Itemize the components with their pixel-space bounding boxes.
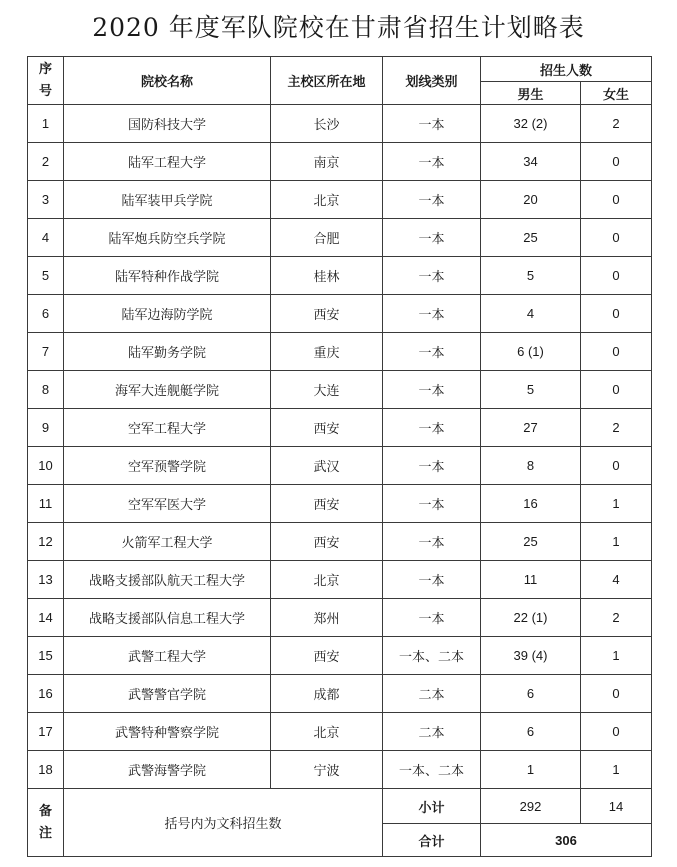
- footer-note: 括号内为文科招生数: [64, 789, 383, 857]
- row-location: 西安: [271, 295, 383, 333]
- table-row: [28, 219, 652, 257]
- row-category: 一本: [383, 257, 481, 295]
- row-male: 1: [481, 751, 581, 789]
- row-male: 4: [481, 295, 581, 333]
- row-school: 陆军工程大学: [64, 143, 271, 181]
- row-location: 北京: [271, 181, 383, 219]
- table-row: [28, 295, 652, 333]
- header-row-top: [28, 57, 652, 82]
- row-index: 8: [28, 371, 64, 409]
- row-school: 陆军勤务学院: [64, 333, 271, 371]
- subtotal-label: 小计: [383, 789, 481, 824]
- row-male: 20: [481, 181, 581, 219]
- row-female: 0: [581, 219, 652, 257]
- row-male: 16: [481, 485, 581, 523]
- row-male: 27: [481, 409, 581, 447]
- row-male: 39 (4): [481, 637, 581, 675]
- row-index: 14: [28, 599, 64, 637]
- row-category: 一本: [383, 143, 481, 181]
- row-index: 17: [28, 713, 64, 751]
- header-index-line2: 号: [38, 83, 52, 99]
- row-female: 1: [581, 637, 652, 675]
- header-enrollment: 招生人数: [481, 57, 652, 82]
- header-category: 划线类别: [383, 57, 481, 105]
- row-school: 陆军炮兵防空兵学院: [64, 219, 271, 257]
- row-index: 5: [28, 257, 64, 295]
- row-male: 34: [481, 143, 581, 181]
- table-row: [28, 105, 652, 143]
- row-school: 战略支援部队航天工程大学: [64, 561, 271, 599]
- footer-row-subtotal: [28, 789, 652, 824]
- row-school: 战略支援部队信息工程大学: [64, 599, 271, 637]
- row-school: 陆军边海防学院: [64, 295, 271, 333]
- table-row: [28, 143, 652, 181]
- row-location: 郑州: [271, 599, 383, 637]
- row-category: 一本: [383, 447, 481, 485]
- row-category: 一本: [383, 181, 481, 219]
- row-female: 1: [581, 523, 652, 561]
- row-category: 一本、二本: [383, 637, 481, 675]
- row-male: 8: [481, 447, 581, 485]
- row-male: 25: [481, 523, 581, 561]
- header-location: 主校区所在地: [271, 57, 383, 105]
- row-male: 22 (1): [481, 599, 581, 637]
- row-female: 1: [581, 751, 652, 789]
- row-school: 武警警官学院: [64, 675, 271, 713]
- row-index: 3: [28, 181, 64, 219]
- row-female: 2: [581, 409, 652, 447]
- row-female: 0: [581, 333, 652, 371]
- row-index: 7: [28, 333, 64, 371]
- footer-remark-line2: 注: [38, 825, 52, 841]
- row-location: 西安: [271, 523, 383, 561]
- table-row: [28, 371, 652, 409]
- table-row: [28, 409, 652, 447]
- row-category: 一本: [383, 409, 481, 447]
- row-index: 12: [28, 523, 64, 561]
- row-index: 6: [28, 295, 64, 333]
- row-male: 6 (1): [481, 333, 581, 371]
- row-category: 一本: [383, 523, 481, 561]
- row-category: 一本: [383, 371, 481, 409]
- row-female: 1: [581, 485, 652, 523]
- subtotal-female: 14: [581, 789, 652, 824]
- footer-remark-label: [28, 789, 64, 857]
- row-category: 一本: [383, 599, 481, 637]
- row-location: 成都: [271, 675, 383, 713]
- row-location: 北京: [271, 713, 383, 751]
- row-female: 0: [581, 181, 652, 219]
- table-row: [28, 181, 652, 219]
- row-index: 13: [28, 561, 64, 599]
- row-category: 一本: [383, 295, 481, 333]
- row-index: 11: [28, 485, 64, 523]
- row-school: 武警海警学院: [64, 751, 271, 789]
- row-school: 火箭军工程大学: [64, 523, 271, 561]
- row-female: 2: [581, 599, 652, 637]
- row-location: 北京: [271, 561, 383, 599]
- enrollment-plan-table: [27, 56, 652, 857]
- total-label: 合计: [383, 824, 481, 857]
- row-location: 西安: [271, 485, 383, 523]
- row-category: 二本: [383, 713, 481, 751]
- table-row: [28, 751, 652, 789]
- row-location: 武汉: [271, 447, 383, 485]
- subtotal-male: 292: [481, 789, 581, 824]
- table-row: [28, 333, 652, 371]
- row-location: 宁波: [271, 751, 383, 789]
- row-female: 2: [581, 105, 652, 143]
- table-body: [28, 105, 652, 789]
- row-index: 15: [28, 637, 64, 675]
- page-title: 2020 年度军队院校在甘肃省招生计划略表: [92, 13, 585, 42]
- row-index: 18: [28, 751, 64, 789]
- row-male: 6: [481, 713, 581, 751]
- table-row: [28, 523, 652, 561]
- row-location: 合肥: [271, 219, 383, 257]
- row-location: 西安: [271, 637, 383, 675]
- row-female: 0: [581, 143, 652, 181]
- row-location: 桂林: [271, 257, 383, 295]
- row-male: 32 (2): [481, 105, 581, 143]
- header-school: 院校名称: [64, 57, 271, 105]
- row-location: 南京: [271, 143, 383, 181]
- row-category: 一本: [383, 485, 481, 523]
- row-location: 长沙: [271, 105, 383, 143]
- header-index: [28, 57, 64, 105]
- row-category: 一本: [383, 219, 481, 257]
- table-row: [28, 561, 652, 599]
- row-female: 0: [581, 257, 652, 295]
- row-school: 空军工程大学: [64, 409, 271, 447]
- table-row: [28, 447, 652, 485]
- row-index: 4: [28, 219, 64, 257]
- row-location: 大连: [271, 371, 383, 409]
- row-school: 武警特种警察学院: [64, 713, 271, 751]
- row-location: 重庆: [271, 333, 383, 371]
- table-row: [28, 675, 652, 713]
- header-index-line1: 序: [38, 61, 52, 77]
- row-index: 1: [28, 105, 64, 143]
- row-index: 16: [28, 675, 64, 713]
- table-row: [28, 257, 652, 295]
- table-row: [28, 599, 652, 637]
- row-male: 5: [481, 371, 581, 409]
- row-male: 6: [481, 675, 581, 713]
- row-school: 空军军医大学: [64, 485, 271, 523]
- row-school: 陆军特种作战学院: [64, 257, 271, 295]
- row-location: 西安: [271, 409, 383, 447]
- row-female: 0: [581, 447, 652, 485]
- row-female: 0: [581, 371, 652, 409]
- row-school: 国防科技大学: [64, 105, 271, 143]
- table-row: [28, 713, 652, 751]
- row-male: 5: [481, 257, 581, 295]
- row-school: 陆军装甲兵学院: [64, 181, 271, 219]
- row-male: 11: [481, 561, 581, 599]
- row-index: 10: [28, 447, 64, 485]
- footer-remark-line1: 备: [38, 803, 52, 819]
- row-index: 2: [28, 143, 64, 181]
- row-index: 9: [28, 409, 64, 447]
- row-female: 0: [581, 713, 652, 751]
- row-category: 二本: [383, 675, 481, 713]
- header-female: 女生: [581, 82, 652, 105]
- row-school: 海军大连舰艇学院: [64, 371, 271, 409]
- row-category: 一本、二本: [383, 751, 481, 789]
- row-category: 一本: [383, 333, 481, 371]
- row-male: 25: [481, 219, 581, 257]
- row-school: 空军预警学院: [64, 447, 271, 485]
- row-female: 4: [581, 561, 652, 599]
- row-female: 0: [581, 675, 652, 713]
- table-row: [28, 637, 652, 675]
- header-male: 男生: [481, 82, 581, 105]
- row-category: 一本: [383, 105, 481, 143]
- total-value: 306: [481, 824, 652, 857]
- row-school: 武警工程大学: [64, 637, 271, 675]
- row-category: 一本: [383, 561, 481, 599]
- table-row: [28, 485, 652, 523]
- row-female: 0: [581, 295, 652, 333]
